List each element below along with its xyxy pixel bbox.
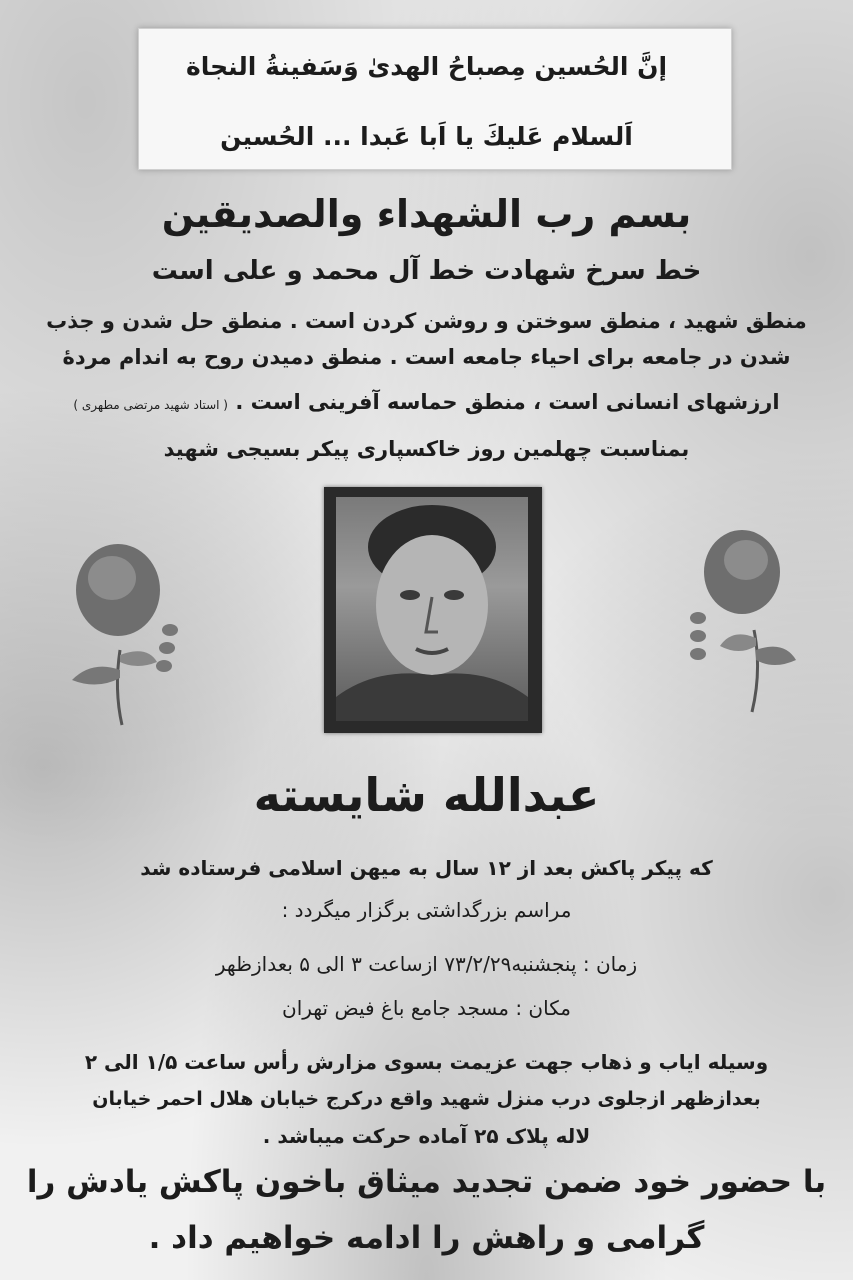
quote-line-3-wrap: [0, 390, 853, 414]
martyr-photo: [324, 487, 542, 733]
portrait-icon: [336, 497, 528, 721]
time-line: زمان : پنجشنبه۷۳/۲/۲۹ ازساعت ۳ الی ۵ بعدازظهر: [215, 952, 638, 976]
quote-attribution: ( استاد شهید مرتضی مطهری ): [73, 398, 228, 412]
martyr-name: عبدالله شایسته: [253, 768, 600, 822]
transport-line-2: بعدازظهر ازجلوی درب منزل شهید واقع درکرج خیابان هلال احمر خیابان: [92, 1088, 761, 1110]
place-line: مکان : مسجد جامع باغ فیض تهران: [282, 996, 571, 1020]
return-line: که پیکر پاکش بعد از ۱۲ سال به میهن اسلامی فرستاده شد: [140, 856, 713, 880]
quote-line-3: ارزشهای انسانی است ، منطق حماسه آفرینی است .: [235, 390, 780, 414]
header-line-2: اَلسلام عَلیكَ یا اَبا عَبدا ... الحُسین: [220, 122, 633, 151]
quote-line-2: شدن در جامعه برای احیاء جامعه است . منطق دمیدن روح به اندام مردهٔ: [62, 345, 791, 369]
flower-left-icon: [52, 530, 187, 730]
closing-line-1: با حضور خود ضمن تجدید میثاق باخون پاکش یادش را: [26, 1164, 827, 1200]
basmala-title: بسم رب الشهداء والصدیقین: [161, 192, 692, 236]
subtitle: خط سرخ شهادت خط آل محمد و علی است: [151, 256, 702, 286]
transport-line-1: وسیله ایاب و ذهاب جهت عزیمت بسوی مزارش رأس ساعت ۱/۵ الی ۲: [84, 1050, 769, 1074]
flower-right-icon: [684, 520, 804, 720]
transport-line-3: لاله پلاک ۲۵ آماده حرکت میباشد .: [262, 1124, 591, 1148]
closing-line-2: گرامی و راهش را ادامه خواهیم داد .: [148, 1220, 705, 1256]
ceremony-line: مراسم بزرگداشتی برگزار میگردد :: [281, 898, 572, 922]
occasion-line: بمناسبت چهلمین روز خاکسپاری پیکر بسیجی شهید: [163, 437, 690, 461]
quote-line-1: منطق شهید ، منطق سوختن و روشن کردن است . منطق حل شدن و جذب: [46, 309, 807, 333]
martyr-portrait-image: [336, 497, 528, 721]
header-line-1: إنَّ الحُسين مِصباحُ الهدیٰ وَسَفینةُ النجاة: [185, 52, 668, 81]
